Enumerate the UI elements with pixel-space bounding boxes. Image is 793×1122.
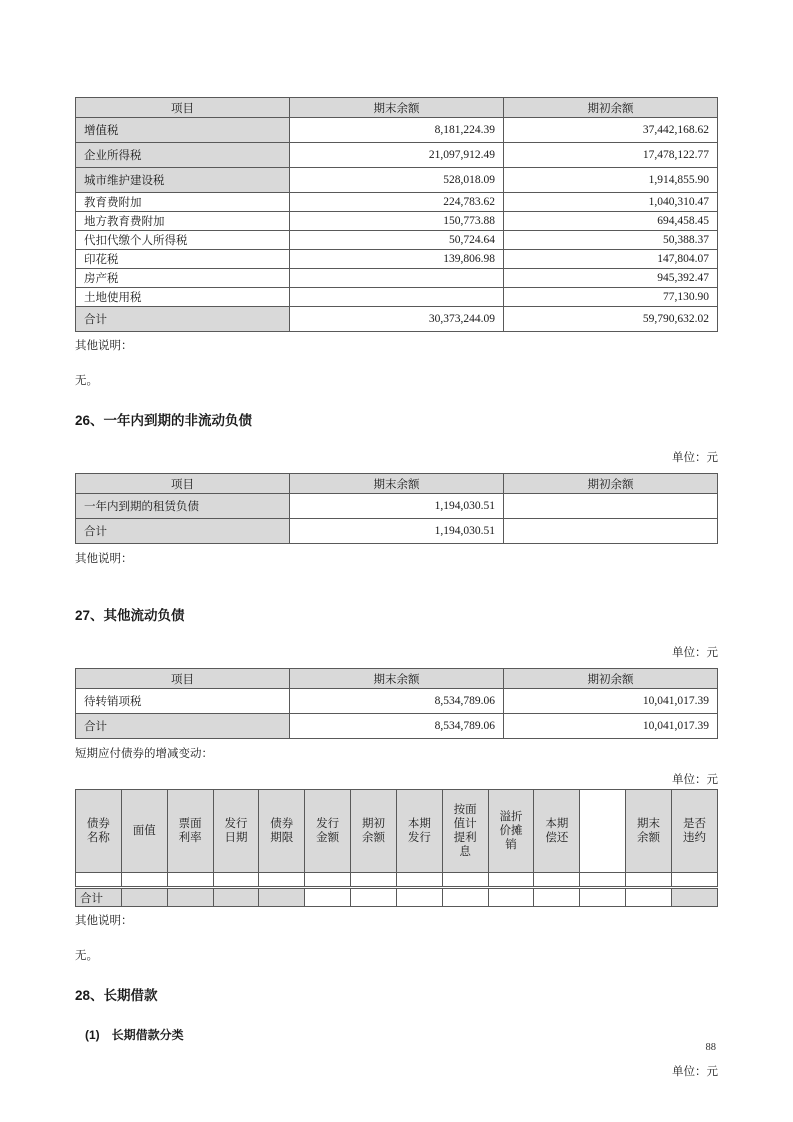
bond-column-header: 本期偿还 — [534, 790, 580, 873]
ending-balance-cell: 139,806.98 — [290, 250, 504, 269]
bond-column-header: 是否违约 — [671, 790, 717, 873]
table-row — [76, 118, 718, 143]
section-26-heading: 26、一年内到期的非流动负债 — [75, 413, 253, 428]
beginning-balance-cell: 1,914,855.90 — [504, 168, 718, 193]
total-row — [76, 307, 718, 332]
table-row — [76, 288, 718, 307]
ending-balance-cell: 224,783.62 — [290, 193, 504, 212]
empty-data-row — [76, 873, 718, 888]
table-row — [76, 212, 718, 231]
noncurrent-liabilities-due-table — [75, 473, 718, 544]
beginning-balance-cell: 10,041,017.39 — [504, 714, 718, 739]
bond-empty-cell — [351, 873, 397, 888]
bond-total-cell — [121, 888, 167, 907]
table-row — [76, 143, 718, 168]
section-28-heading: 28、长期借款 — [75, 988, 158, 1003]
other-notes-label: 其他说明： — [75, 553, 133, 565]
ending-balance-cell: 150,773.88 — [290, 212, 504, 231]
item-cell: 地方教育费附加 — [76, 212, 290, 231]
bond-empty-cell — [580, 873, 626, 888]
bond-total-cell — [626, 888, 672, 907]
item-cell: 合计 — [76, 714, 290, 739]
beginning-balance-cell: 945,392.47 — [504, 269, 718, 288]
beginning-balance-cell: 147,804.07 — [504, 250, 718, 269]
bond-column-header: 票面利率 — [167, 790, 213, 873]
table-row — [76, 269, 718, 288]
item-cell: 城市维护建设税 — [76, 168, 290, 193]
bond-column-header: 期末余额 — [626, 790, 672, 873]
bond-total-cell — [580, 888, 626, 907]
column-header: 期末余额 — [290, 669, 504, 689]
bond-change-note: 短期应付债券的增减变动： — [75, 748, 213, 760]
bond-column-header: 发行金额 — [305, 790, 351, 873]
ending-balance-cell: 528,018.09 — [290, 168, 504, 193]
section-28-sub1-heading: (1) 长期借款分类 — [85, 1028, 184, 1042]
other-notes-label: 其他说明： — [75, 915, 133, 927]
unit-label: 单位：元 — [672, 647, 718, 659]
item-cell: 增值税 — [76, 118, 290, 143]
bond-total-cell — [488, 888, 534, 907]
beginning-balance-cell: 17,478,122.77 — [504, 143, 718, 168]
beginning-balance-cell: 37,442,168.62 — [504, 118, 718, 143]
bond-total-cell — [396, 888, 442, 907]
table-row — [76, 193, 718, 212]
bond-empty-cell — [626, 873, 672, 888]
ending-balance-cell: 1,194,030.51 — [290, 519, 504, 544]
bond-total-cell — [259, 888, 305, 907]
bond-empty-cell — [671, 873, 717, 888]
header-row — [76, 669, 718, 689]
bond-column-header: 发行日期 — [213, 790, 259, 873]
beginning-balance-cell — [504, 519, 718, 544]
table-row — [76, 494, 718, 519]
column-header: 期末余额 — [290, 98, 504, 118]
header-row — [76, 790, 718, 873]
blank-column-header — [580, 790, 626, 873]
column-header: 期末余额 — [290, 474, 504, 494]
bond-column-header: 溢折价摊销 — [488, 790, 534, 873]
item-cell: 土地使用税 — [76, 288, 290, 307]
total-row — [76, 888, 718, 907]
bond-column-header: 本期发行 — [396, 790, 442, 873]
table-row — [76, 168, 718, 193]
beginning-balance-cell: 50,388.37 — [504, 231, 718, 250]
bond-empty-cell — [259, 873, 305, 888]
unit-label: 单位：元 — [672, 452, 718, 464]
item-cell: 代扣代缴个人所得税 — [76, 231, 290, 250]
ending-balance-cell: 8,534,789.06 — [290, 689, 504, 714]
bond-total-cell — [167, 888, 213, 907]
item-cell: 房产税 — [76, 269, 290, 288]
table-row — [76, 689, 718, 714]
bond-total-label-cell: 合计 — [76, 888, 122, 907]
ending-balance-cell — [290, 269, 504, 288]
section-27-heading: 27、其他流动负债 — [75, 608, 185, 623]
bond-empty-cell — [76, 873, 122, 888]
other-current-liabilities-table — [75, 668, 718, 739]
ending-balance-cell: 50,724.64 — [290, 231, 504, 250]
column-header: 项目 — [76, 669, 290, 689]
bond-empty-cell — [167, 873, 213, 888]
item-cell: 合计 — [76, 307, 290, 332]
bond-total-cell — [305, 888, 351, 907]
bond-column-header: 期初余额 — [351, 790, 397, 873]
bond-column-header: 面值 — [121, 790, 167, 873]
item-cell: 合计 — [76, 519, 290, 544]
column-header: 期初余额 — [504, 474, 718, 494]
beginning-balance-cell: 59,790,632.02 — [504, 307, 718, 332]
beginning-balance-cell: 1,040,310.47 — [504, 193, 718, 212]
column-header: 项目 — [76, 98, 290, 118]
bond-empty-cell — [534, 873, 580, 888]
beginning-balance-cell: 694,458.45 — [504, 212, 718, 231]
total-row — [76, 519, 718, 544]
bond-empty-cell — [442, 873, 488, 888]
bond-empty-cell — [305, 873, 351, 888]
beginning-balance-cell: 10,041,017.39 — [504, 689, 718, 714]
unit-label: 单位：元 — [672, 1066, 718, 1078]
header-row — [76, 474, 718, 494]
bond-total-cell — [534, 888, 580, 907]
column-header: 期初余额 — [504, 98, 718, 118]
table-row — [76, 250, 718, 269]
ending-balance-cell: 21,097,912.49 — [290, 143, 504, 168]
other-notes-label: 其他说明： — [75, 340, 133, 352]
unit-label: 单位：元 — [672, 774, 718, 786]
bond-total-cell — [213, 888, 259, 907]
ending-balance-cell: 8,534,789.06 — [290, 714, 504, 739]
bond-column-header: 按面值计提利息 — [442, 790, 488, 873]
item-cell: 企业所得税 — [76, 143, 290, 168]
bond-total-cell — [351, 888, 397, 907]
short-term-bonds-table — [75, 789, 718, 907]
ending-balance-cell: 8,181,224.39 — [290, 118, 504, 143]
bond-total-cell — [671, 888, 717, 907]
none-text: 无。 — [75, 375, 98, 387]
bond-empty-cell — [396, 873, 442, 888]
bond-empty-cell — [213, 873, 259, 888]
item-cell: 印花税 — [76, 250, 290, 269]
bond-column-header: 债券名称 — [76, 790, 122, 873]
bond-total-cell — [442, 888, 488, 907]
ending-balance-cell: 30,373,244.09 — [290, 307, 504, 332]
taxes-payable-table — [75, 97, 718, 332]
bond-column-header: 债券期限 — [259, 790, 305, 873]
ending-balance-cell: 1,194,030.51 — [290, 494, 504, 519]
bond-empty-cell — [488, 873, 534, 888]
ending-balance-cell — [290, 288, 504, 307]
none-text: 无。 — [75, 950, 98, 962]
beginning-balance-cell — [504, 494, 718, 519]
column-header: 期初余额 — [504, 669, 718, 689]
beginning-balance-cell: 77,130.90 — [504, 288, 718, 307]
page-number: 88 — [705, 1042, 716, 1053]
item-cell: 待转销项税 — [76, 689, 290, 714]
item-cell: 一年内到期的租赁负债 — [76, 494, 290, 519]
table-row — [76, 231, 718, 250]
header-row — [76, 98, 718, 118]
column-header: 项目 — [76, 474, 290, 494]
item-cell: 教育费附加 — [76, 193, 290, 212]
bond-empty-cell — [121, 873, 167, 888]
total-row — [76, 714, 718, 739]
